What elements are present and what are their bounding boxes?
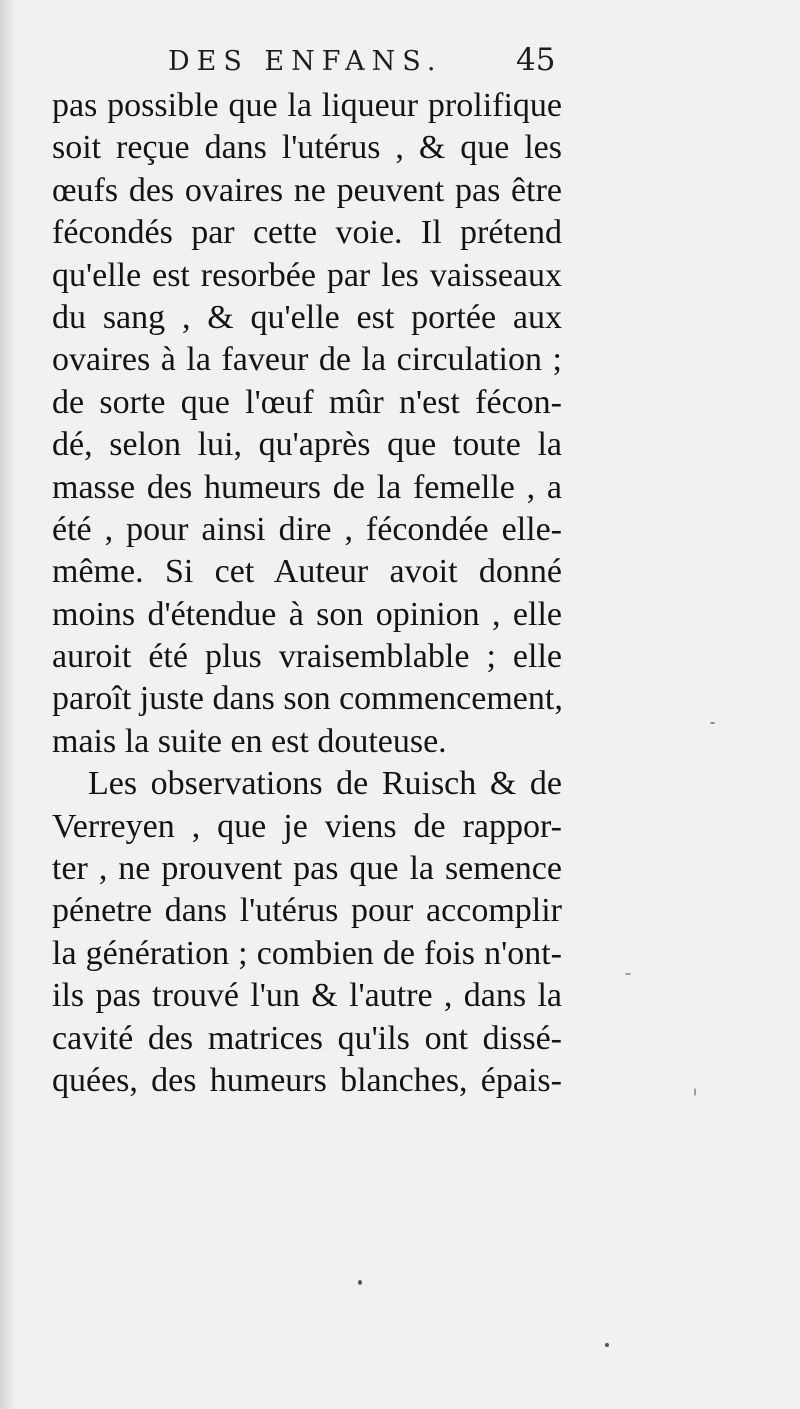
- page-number: 45: [516, 42, 556, 78]
- text-line: quées, des humeurs blanches, épais-: [52, 1061, 562, 1099]
- text-line: Les observations de Ruisch & de: [88, 765, 562, 803]
- text-line: Verreyen , que je viens de rappor-: [52, 807, 562, 845]
- running-title: DES ENFANS.: [168, 46, 443, 77]
- text-line: fécondés par cette voie. Il prétend: [52, 214, 562, 252]
- text-line: pas possible que la liqueur prolifique: [52, 87, 562, 124]
- text-line: ils pas trouvé l'un & l'autre , dans la: [52, 977, 562, 1015]
- text-line: œufs des ovaires ne peuvent pas être: [52, 171, 562, 209]
- paragraph: [52, 85, 562, 763]
- text-line: ovaires à la faveur de la circulation ;: [52, 341, 562, 379]
- text-line: pénetre dans l'utérus pour accomplir: [52, 892, 562, 930]
- paragraph: [52, 763, 562, 1102]
- text-line: la génération ; combien de fois n'ont-: [52, 934, 562, 972]
- text-line: masse des humeurs de la femelle , a: [52, 468, 562, 506]
- text-line: dé, selon lui, qu'après que toute la: [52, 426, 562, 464]
- text-line: même. Si cet Auteur avoit donné: [52, 553, 562, 591]
- text-line: auroit été plus vraisemblable ; elle: [52, 638, 562, 676]
- paper-speck: [625, 973, 631, 975]
- running-head: [0, 40, 800, 90]
- text-line: du sang , & qu'elle est portée aux: [52, 298, 562, 336]
- paper-speck: [358, 1280, 362, 1285]
- text-line: ter , ne prouvent pas que la semence: [52, 850, 562, 888]
- text-line: été , pour ainsi dire , fécondée elle-: [52, 510, 562, 548]
- text-line: paroît juste dans son commencement,: [52, 680, 563, 718]
- paper-speck: [710, 722, 715, 724]
- text-line: moins d'étendue à son opinion , elle: [52, 595, 562, 633]
- body-text: [52, 85, 562, 1102]
- page-gutter-shadow: [0, 0, 14, 1409]
- text-line: de sorte que l'œuf mûr n'est fécon-: [52, 383, 562, 421]
- text-line: soit reçue dans l'utérus , & que les: [52, 129, 562, 167]
- text-line: mais la suite en est douteuse.: [52, 722, 447, 760]
- text-line: qu'elle est resorbée par les vaisseaux: [52, 256, 562, 294]
- paper-speck: [694, 1088, 696, 1096]
- text-line: cavité des matrices qu'ils ont dissé-: [52, 1019, 562, 1057]
- paper-speck: [605, 1343, 609, 1347]
